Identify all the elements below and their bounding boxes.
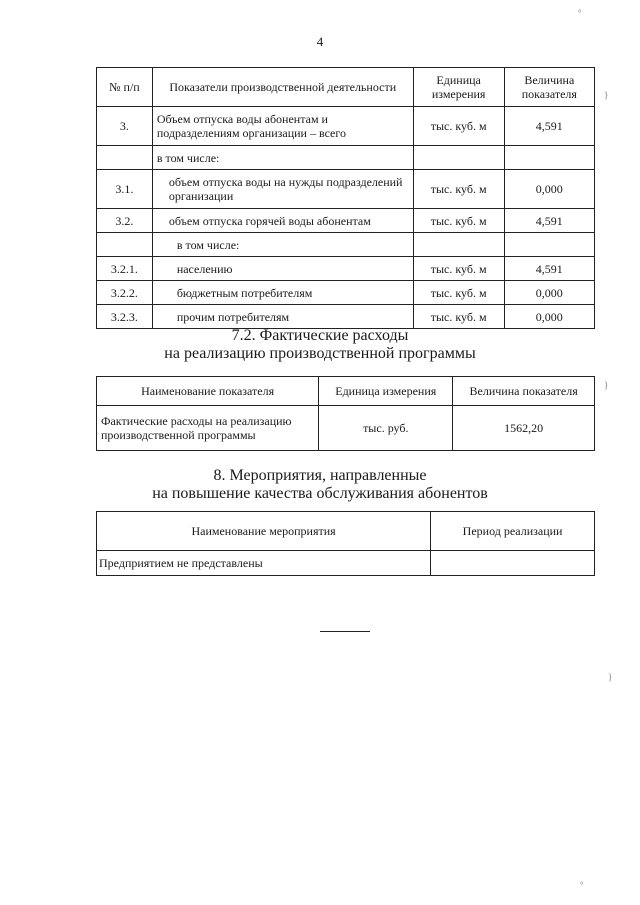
scan-speck: } [604, 380, 609, 390]
row-number [97, 233, 153, 257]
table-row [97, 406, 595, 451]
column-header-unit: Единица измерения [413, 68, 504, 107]
section-title-line: на повышение качества обслуживания абонентов [152, 485, 488, 502]
table-row [97, 257, 595, 281]
table-row [97, 233, 595, 257]
column-header-unit: Единица измерения [319, 377, 453, 406]
table-header-row [97, 68, 595, 107]
end-of-document-rule [320, 631, 370, 632]
actual-expenses-table [96, 376, 595, 451]
scan-speck: ° [578, 8, 582, 18]
section-title-line: 8. Мероприятия, направленные [213, 467, 427, 484]
row-value [504, 146, 594, 170]
row-unit: тыс. куб. м [413, 281, 504, 305]
table-header-row [97, 377, 595, 406]
row-period [431, 551, 595, 576]
production-indicators-table [96, 67, 595, 329]
scan-speck: } [604, 90, 609, 100]
table-row [97, 551, 595, 576]
row-value: 1562,20 [453, 406, 595, 451]
row-value: 4,591 [504, 257, 594, 281]
table-row [97, 170, 595, 209]
row-value: 0,000 [504, 170, 594, 209]
row-number: 3.1. [97, 170, 153, 209]
row-unit: тыс. куб. м [413, 305, 504, 329]
row-number: 3.2. [97, 209, 153, 233]
row-value [504, 233, 594, 257]
row-number [97, 146, 153, 170]
row-number: 3. [97, 107, 153, 146]
row-indicator: объем отпуска воды на нужды подразделений организации [152, 170, 413, 209]
section-heading-7-2 [0, 327, 640, 363]
table-header-row [97, 512, 595, 551]
row-unit: тыс. куб. м [413, 107, 504, 146]
row-indicator: бюджетным потребителям [152, 281, 413, 305]
row-measure-name: Предприятием не представлены [97, 551, 431, 576]
row-indicator: Объем отпуска воды абонентам и подразделениям организации – всего [152, 107, 413, 146]
row-number: 3.2.2. [97, 281, 153, 305]
column-header-indicator: Показатели производственной деятельности [152, 68, 413, 107]
table-row [97, 305, 595, 329]
row-indicator: населению [152, 257, 413, 281]
row-number: 3.2.1. [97, 257, 153, 281]
column-header-indicator-name: Наименование показателя [97, 377, 319, 406]
section-title-line: на реализацию производственной программы [164, 345, 476, 362]
column-header-number: № п/п [97, 68, 153, 107]
column-header-value: Величина показателя [453, 377, 595, 406]
section-title-line: 7.2. Фактические расходы [231, 327, 409, 344]
row-unit: тыс. куб. м [413, 170, 504, 209]
row-indicator: объем отпуска горячей воды абонентам [152, 209, 413, 233]
row-unit: тыс. руб. [319, 406, 453, 451]
column-header-value: Величина показателя [504, 68, 594, 107]
scan-speck: ° [580, 880, 584, 890]
row-number: 3.2.3. [97, 305, 153, 329]
table-row [97, 146, 595, 170]
row-indicator: в том числе: [152, 146, 413, 170]
row-indicator: в том числе: [152, 233, 413, 257]
row-unit [413, 233, 504, 257]
section-heading-8 [0, 467, 640, 503]
row-value: 0,000 [504, 305, 594, 329]
row-unit: тыс. куб. м [413, 257, 504, 281]
table-row [97, 107, 595, 146]
row-unit [413, 146, 504, 170]
column-header-period: Период реализации [431, 512, 595, 551]
row-value: 0,000 [504, 281, 594, 305]
table-row [97, 209, 595, 233]
column-header-measure-name: Наименование мероприятия [97, 512, 431, 551]
row-indicator: Фактические расходы на реализацию производственной программы [97, 406, 319, 451]
page-number: 4 [316, 34, 324, 49]
scan-speck: } [608, 672, 613, 682]
row-value: 4,591 [504, 107, 594, 146]
row-value: 4,591 [504, 209, 594, 233]
table-row [97, 281, 595, 305]
row-unit: тыс. куб. м [413, 209, 504, 233]
service-measures-table [96, 511, 595, 576]
row-indicator: прочим потребителям [152, 305, 413, 329]
